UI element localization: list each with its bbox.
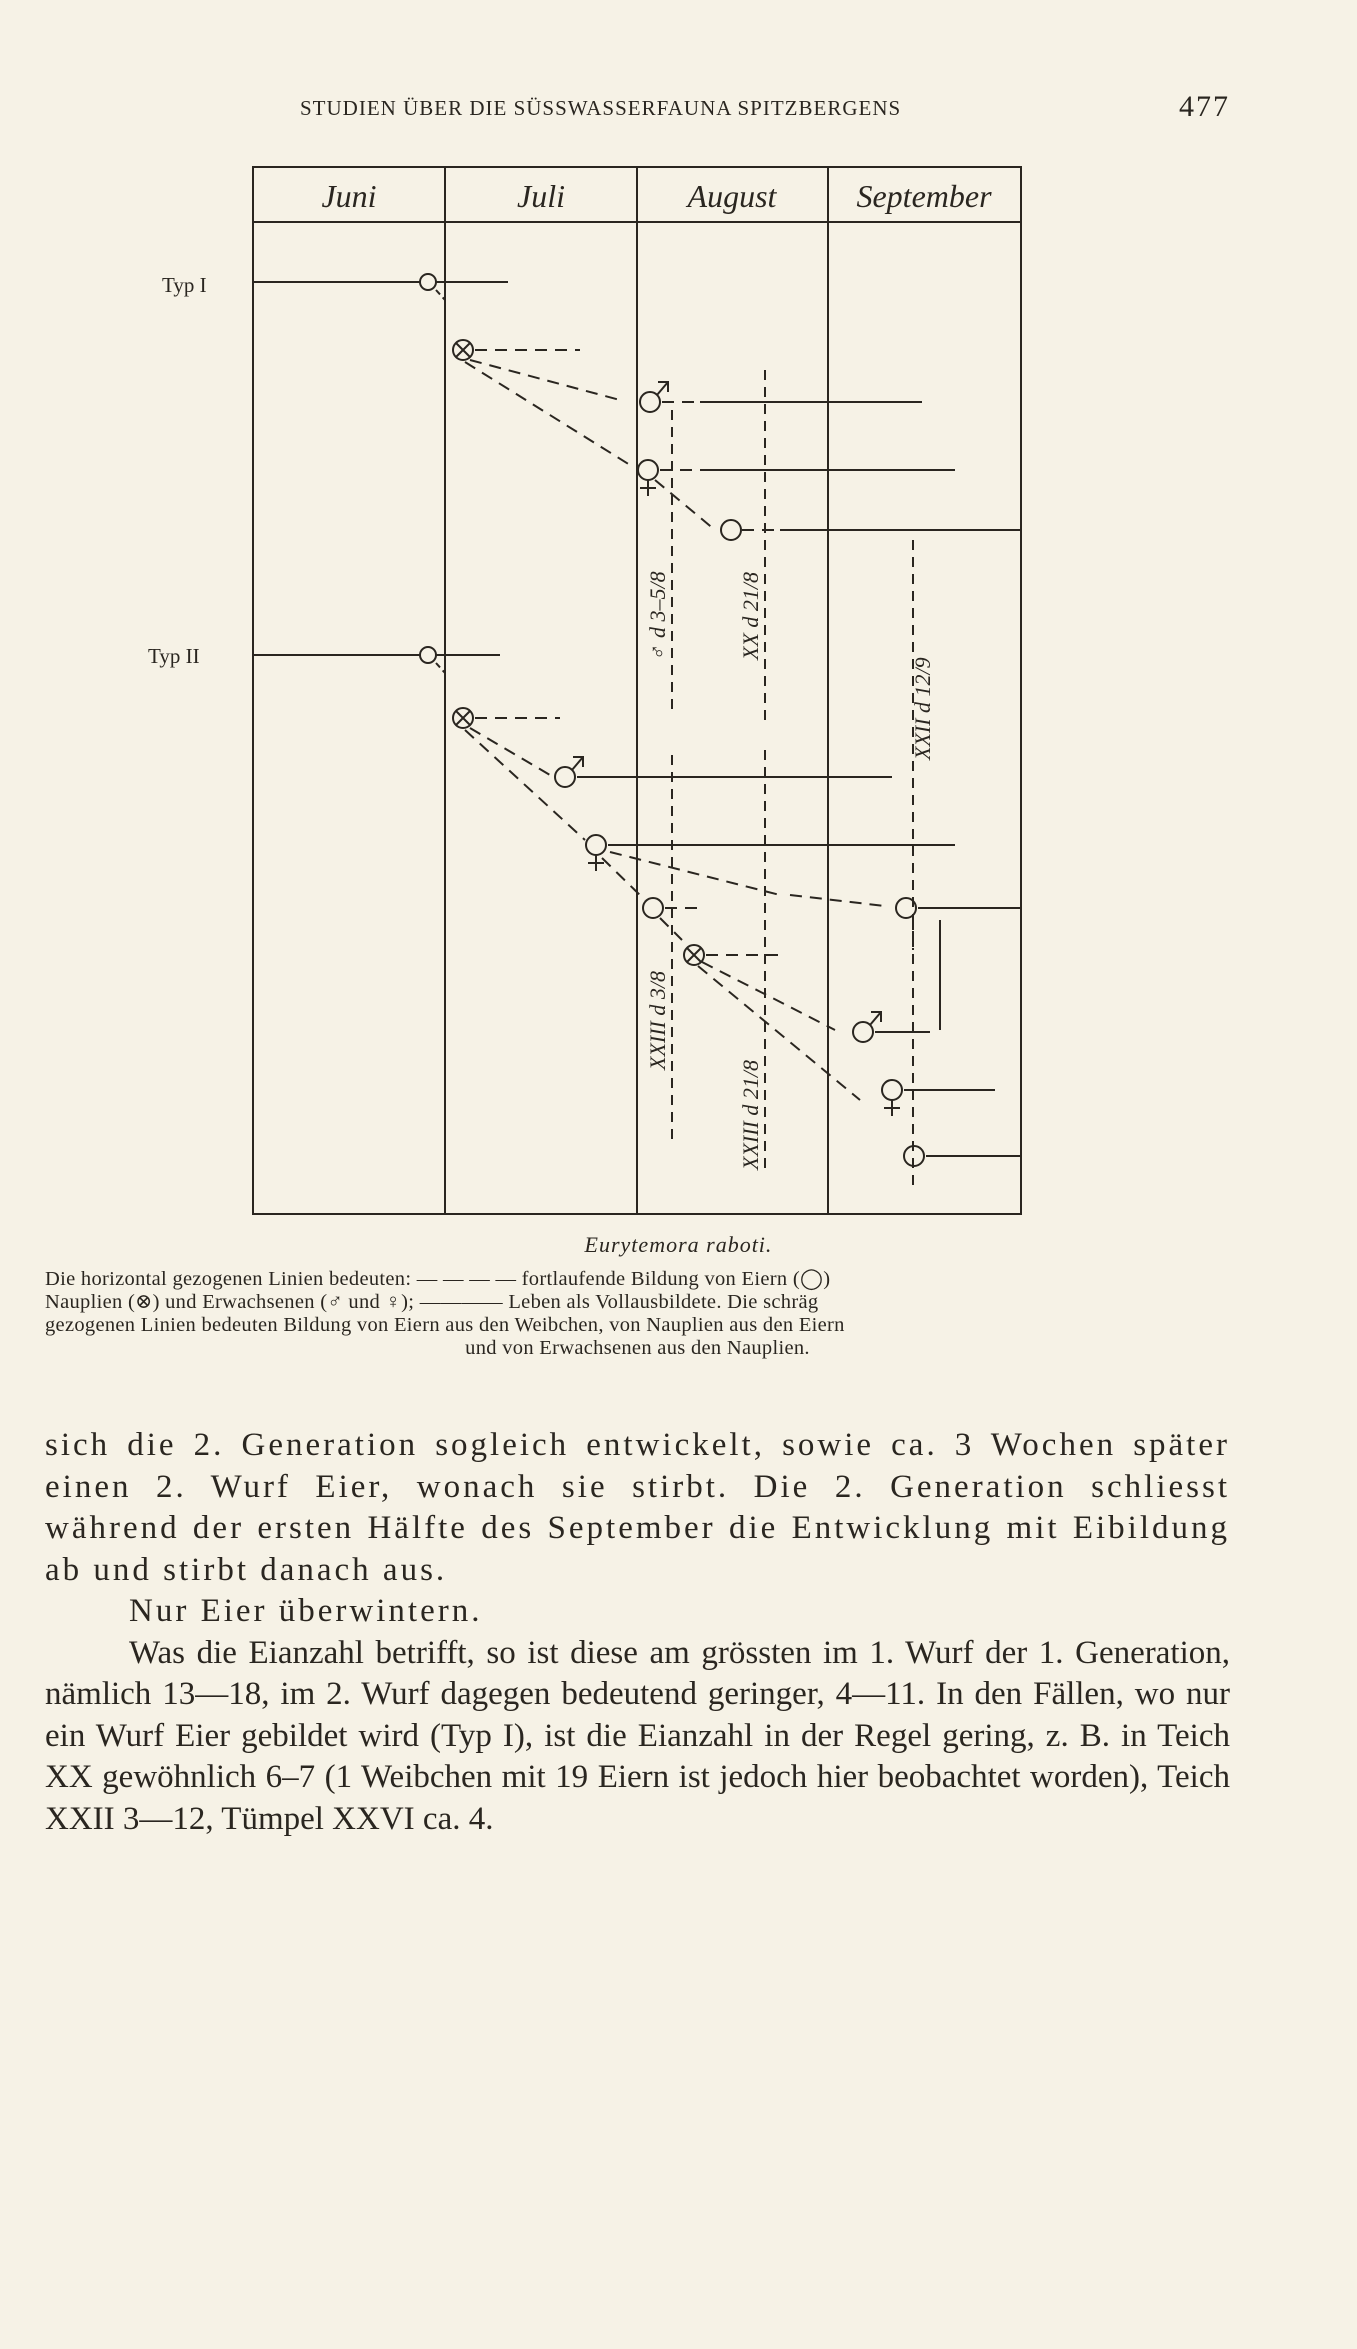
male-icon	[640, 382, 668, 412]
nauplius-icon	[453, 708, 473, 728]
egg-icon	[896, 898, 916, 918]
figure-caption	[45, 1268, 1230, 1360]
annotation-a5: XXIII d 21/8	[738, 1060, 763, 1170]
body-text	[45, 1425, 1230, 1840]
caption-line: Nauplien (⊗) und Erwachsenen (♂ und ♀); ———— Leben als Vollausbildete. Die schräg	[45, 1291, 819, 1313]
annotation-a2: XX d 21/8	[738, 572, 763, 660]
paragraph: sich die 2. Generation sogleich entwickelt, sowie ca. 3 Wochen später einen 2. Wurf Eier, wonach sie stirbt. Die 2. Generation schliesst während der ersten Hälfte des September die Entwicklung mit Eibildung ab und stirbt danach aus.	[45, 1427, 1230, 1588]
caption-line: Die horizontal gezogenen Linien bedeuten: — — — — fortlaufende Bildung von Eiern (◯)	[45, 1268, 831, 1290]
nauplius-icon	[684, 945, 704, 965]
egg-icon	[721, 520, 741, 540]
male-icon	[853, 1012, 881, 1042]
row-label-typ2: Typ II	[148, 644, 200, 668]
caption-line: gezogenen Linien bedeuten Bildung von Eiern aus den Weibchen, von Nauplien aus den Eiern	[45, 1314, 845, 1336]
egg-icon	[643, 898, 663, 918]
female-icon	[638, 460, 658, 496]
month-label-september: September	[856, 178, 992, 214]
month-label-juni: Juni	[321, 178, 377, 214]
egg-icon	[420, 647, 436, 663]
paragraph: Nur Eier überwintern.	[129, 1593, 483, 1629]
female-icon	[882, 1080, 902, 1116]
month-label-august: August	[687, 178, 777, 214]
figure-caption-title: Eurytemora raboti.	[584, 1232, 773, 1257]
running-title: STUDIEN ÜBER DIE SÜSSWASSERFAUNA SPITZBERGENS	[300, 96, 902, 120]
caption-line: und von Erwachsenen aus den Nauplien.	[465, 1337, 810, 1359]
annotation-a4: XXIII d 3/8	[645, 971, 670, 1070]
paragraph: Was die Eianzahl betrifft, so ist diese am grössten im 1. Wurf der 1. Generation, nämlich 13—18, im 2. Wurf dagegen bedeutend geringer, 4—11. In den Fällen, wo nur ein Wurf Eier gebildet wird (Typ I), ist die Eianzahl in der Regel gering, z. B. in Teich XX gewöhnlich 6–7 (1 Weibchen mit 19 Eiern ist jedoch hier beobachtet worden), Teich XXII 3—12, Tümpel XXVI ca. 4.	[45, 1634, 1230, 1837]
month-label-juli: Juli	[517, 178, 565, 214]
female-icon	[586, 835, 606, 871]
egg-icon	[420, 274, 436, 290]
male-icon	[555, 757, 583, 787]
nauplius-icon	[453, 340, 473, 360]
generation-diagram	[140, 160, 1040, 1220]
annotation-a3: XXII d 12/9	[910, 657, 935, 760]
page-number: 477	[1179, 90, 1230, 123]
row-label-typ1: Typ I	[162, 273, 207, 297]
annotation-a1: ♂ d 3–5/8	[645, 571, 670, 660]
